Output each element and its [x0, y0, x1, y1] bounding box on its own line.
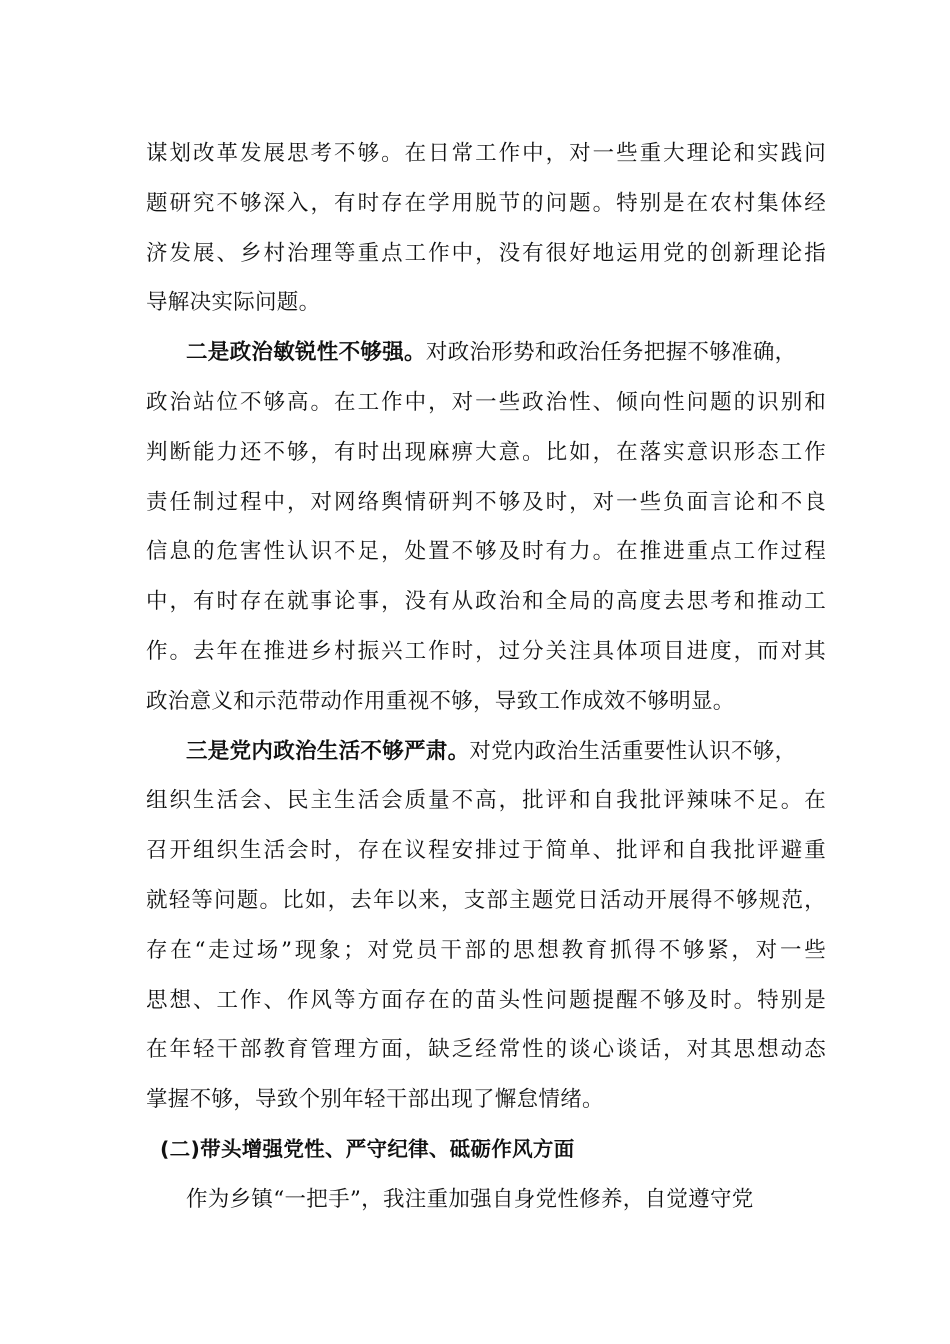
document-body — [146, 129, 826, 1225]
text-line: 掌握不够，导致个别年轻干部出现了懈怠情绪。 — [146, 1087, 604, 1113]
text-line: 就轻等问题。比如，去年以来，支部主题党日活动开展得不够规范， — [146, 887, 826, 913]
text-line: 济发展、乡村治理等重点工作中，没有很好地运用党的创新理论指 — [146, 240, 826, 266]
paragraph-first-line: 作为乡镇“一把手”，我注重加强自身党性修养，自觉遵守党 — [186, 1186, 754, 1212]
text-line: 导解决实际问题。 — [146, 290, 321, 316]
text-line: 谋划改革发展思考不够。在日常工作中，对一些重大理论和实践问 — [146, 141, 826, 166]
text-line: 政治意义和示范带动作用重视不够，导致工作成效不够明显。 — [146, 688, 735, 714]
section-heading: (二)带头增强党性、严守纪律、砥砺作风方面 — [160, 1136, 575, 1161]
text-line: 召开组织生活会时，存在议程安排过于简单、批评和自我批评避重 — [146, 838, 826, 864]
paragraph-lead-bold: 三是党内政治生活不够严肃。 — [186, 738, 470, 764]
paragraph-first-line — [146, 727, 826, 777]
text-line: 思想、工作、作风等方面存在的苗头性问题提醒不够及时。特别是 — [146, 987, 826, 1013]
text-line: 信息的危害性认识不足，处置不够及时有力。在推进重点工作过程 — [146, 539, 826, 565]
text-line: 政治站位不够高。在工作中，对一些政治性、倾向性问题的识别和 — [146, 389, 826, 415]
paragraph-lead-bold: 二是政治敏锐性不够强。 — [186, 340, 426, 366]
text-line: 责任制过程中，对网络舆情研判不够及时，对一些负面言论和不良 — [146, 489, 826, 515]
text-line: 在年轻干部教育管理方面，缺乏经常性的谈心谈话，对其思想动态 — [146, 1037, 826, 1063]
text-line: 作。去年在推进乡村振兴工作时，过分关注具体项目进度，而对其 — [146, 638, 826, 664]
paragraph-first-line — [146, 328, 826, 378]
text-line: 判断能力还不够，有时出现麻痹大意。比如，在落实意识形态工作 — [146, 439, 826, 465]
text-line: 中，有时存在就事论事，没有从政治和全局的高度去思考和推动工 — [146, 589, 826, 615]
text-line: 题研究不够深入，有时存在学用脱节的问题。特别是在农村集体经 — [146, 190, 826, 216]
paragraph-text: 对政治形势和政治任务把握不够准确， — [425, 340, 797, 366]
paragraph-text: 对党内政治生活重要性认识不够， — [469, 738, 797, 764]
text-line: 存在“走过场”现象；对党员干部的思想教育抓得不够紧，对一些 — [146, 937, 826, 963]
text-line: 组织生活会、民主生活会质量不高，批评和自我批评辣味不足。在 — [146, 788, 826, 814]
